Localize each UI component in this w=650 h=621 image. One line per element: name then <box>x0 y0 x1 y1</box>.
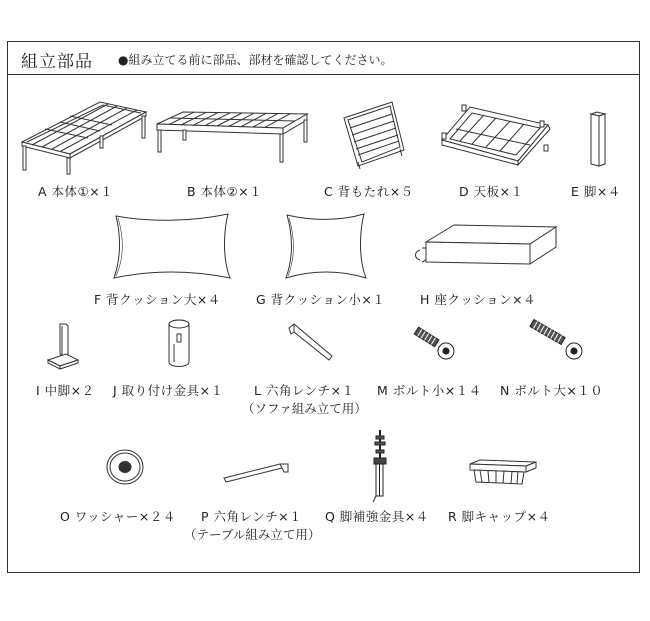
part-g-illustration <box>282 210 370 282</box>
part-sublabel-l: （ソファ組み立て用） <box>242 401 367 416</box>
part-label-e: E 脚×４ <box>571 184 621 199</box>
part-label-j: J 取り付け金具×１ <box>113 383 224 398</box>
part-label-p: P 六角レンチ×１ <box>201 509 303 524</box>
part-n-illustration <box>527 320 585 362</box>
part-label-r: R 脚キャップ×４ <box>448 509 551 524</box>
part-label-n: N ボルト大×１０ <box>500 383 604 398</box>
part-label-f: F 背クッション大×４ <box>94 292 221 307</box>
part-d-illustration <box>440 105 560 170</box>
page-title: 組立部品 <box>21 52 93 72</box>
part-label-c: C 背もたれ×５ <box>324 184 414 199</box>
check-note: ●組み立てる前に部品、部材を確認してください。 <box>118 53 393 67</box>
part-p-illustration <box>222 460 292 484</box>
part-label-a: A 本体①×１ <box>38 184 114 199</box>
part-l-illustration <box>286 322 336 362</box>
part-q-illustration <box>366 428 392 506</box>
part-a-illustration <box>20 100 150 175</box>
part-m-illustration <box>410 325 456 361</box>
part-r-illustration <box>466 458 540 488</box>
part-e-illustration <box>588 110 610 170</box>
part-f-illustration <box>110 210 235 282</box>
part-label-d: D 天板×１ <box>459 184 524 199</box>
part-i-illustration <box>46 322 80 372</box>
part-j-illustration <box>166 318 192 370</box>
part-b-illustration <box>155 110 310 170</box>
part-h-illustration <box>410 222 560 270</box>
part-label-q: Q 脚補強金具×４ <box>325 509 429 524</box>
part-label-l: L 六角レンチ×１ <box>254 383 355 398</box>
header-bar <box>8 42 639 75</box>
part-sublabel-p: （テーブル組み立て用） <box>184 527 321 542</box>
part-label-i: I 中脚×２ <box>36 383 95 398</box>
part-c-illustration <box>342 100 407 170</box>
part-label-o: O ワッシャー×２４ <box>60 509 176 524</box>
part-label-m: M ボルト小×１４ <box>377 383 482 398</box>
part-label-g: G 背クッション小×１ <box>256 292 386 307</box>
part-o-illustration <box>104 447 146 487</box>
part-label-h: H 座クッション×４ <box>420 292 537 307</box>
part-label-b: B 本体②×１ <box>187 184 263 199</box>
